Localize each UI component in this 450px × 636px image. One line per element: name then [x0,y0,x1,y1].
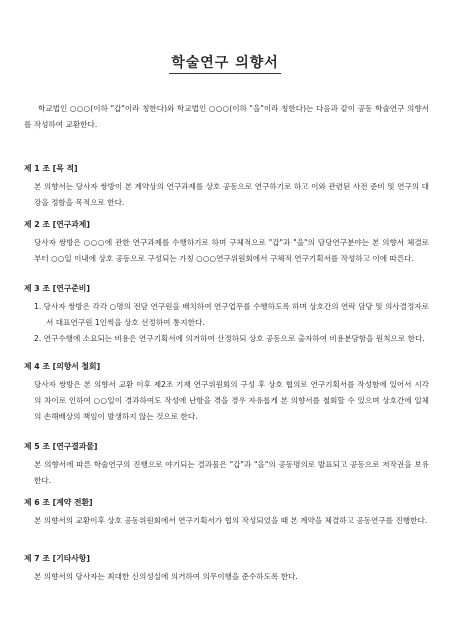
article-2 [24,218,429,267]
article-4 [24,360,429,425]
article-3-heading: 제 3 조 [연구준비] [24,284,90,293]
article-3-list [24,299,429,347]
article-3-item-2: 2. 연구수행에 소요되는 비용은 연구기획서에 의거하여 산정하되 상호 공동으로 출자하여 비용분담함을 원칙으로 한다. [34,334,425,343]
article-6-body: 본 의향서의 교환이후 상호 공동위원회에서 연구기획서가 협의 작성되었을 때 본 계약을 체결하고 공동연구를 진행한다. [34,516,428,525]
document-title [0,52,450,72]
article-5-heading: 제 5 조 [연구결과물] [24,442,98,451]
document-title-text: 학술연구 의향서 [169,55,281,74]
intro-paragraph: 학교법인 ○○○(이하 "갑"이라 칭한다)와 학교법인 ○○○(이하 "을"이라 칭한다)는 다음과 같이 공동 학술연구 의향서를 작성하여 교환한다. [24,104,429,129]
article-1-body: 본 의향서는 당사자 쌍방이 본 계약상의 연구과제를 상호 공동으로 연구하기로 하고 이와 관련된 사전 준비 및 연구의 대강을 정함을 목적으로 한다. [34,182,429,207]
article-3 [24,282,429,347]
article-4-body: 당사자 쌍방은 본 의향서 교환 이후 제2조 기재 연구위원회의 구성 후 상호 협의로 연구기획서를 작성함에 있어서 시각의 차이로 인하여 ○○일이 경과하여도 작성에 난항을 겪을 경우 자유롭게 본 의향서를 철회할 수 있으며 상호간에 일체의 손해배상의 책임이 발생하지 않는 것으로 한다. [34,380,429,421]
article-4-heading: 제 4 조 [의향서 철회] [24,362,101,371]
article-7-body: 본 의향서의 당사자는 최대한 신의성실에 의거하여 의무이행을 준수하도록 한다. [34,572,298,581]
article-5 [24,440,429,489]
article-1-heading: 제 1 조 [목 적] [24,164,78,173]
article-7-heading: 제 7 조 [기타사항] [24,554,90,563]
article-6-heading: 제 6 조 [계약 전환] [24,498,93,507]
article-1 [24,162,429,211]
article-2-body: 당사자 쌍방은 ○○○에 관한 연구과제를 수행하기로 하며 구체적으로 "갑"과 "을"의 담당연구분야는 본 의향서 체결로부터 ○○일 이내에 상호 공동으로 구성되는 가칭 ○○○연구위원회에서 구체적 연구기획서를 작성하고 이에 따른다. [34,238,429,263]
article-6 [24,496,429,529]
article-5-body: 본 의향서에 따른 학술연구의 진행으로 야기되는 결과물은 "갑"과 "을"의 공동명의로 발표되고 공동으로 저작권을 보유한다. [34,460,429,485]
article-2-heading: 제 2 조 [연구과제] [24,220,90,229]
article-7 [24,552,429,585]
article-3-item-1: 1. 당사자 쌍방은 각각 ○명의 전담 연구원을 배치하여 연구업무를 수행하도록 하며 상호간의 연락 담당 및 의사결정자로서 대표연구원 1인씩을 상호 선정하여 통지한다. [34,302,429,327]
